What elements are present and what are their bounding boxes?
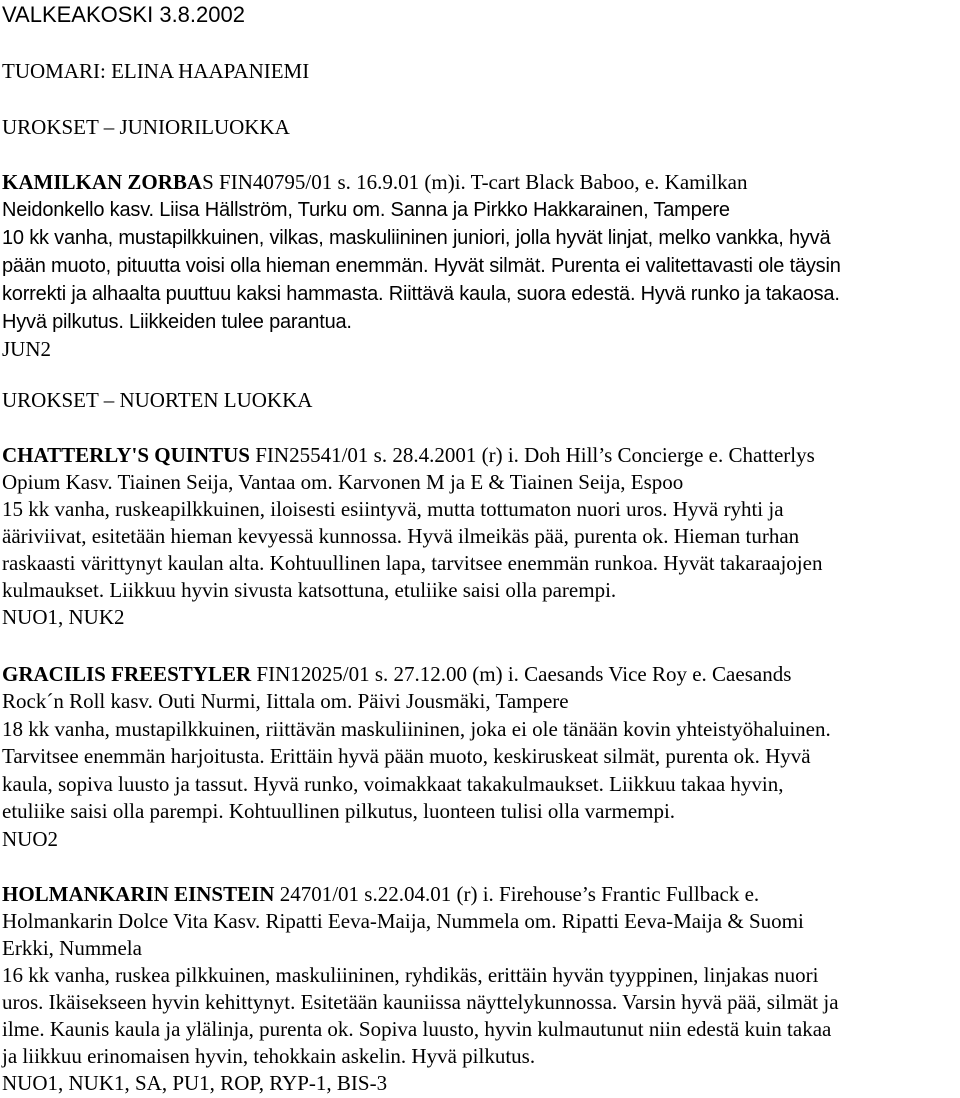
entry-header-line-2: Opium Kasv. Tiainen Seija, Vantaa om. Karvonen M ja E & Tiainen Seija, Espoo (2, 470, 684, 494)
critique-line: kaula, sopiva luusto ja tassut. Hyvä runko, voimakkaat takakulmaukset. Liikkuu takaa hyvin, (2, 772, 784, 796)
dog-name: HOLMANKARIN EINSTEIN (2, 882, 275, 906)
entry-header-line-2: Holmankarin Dolce Vita Kasv. Ripatti Eeva-Maija, Nummela om. Ripatti Eeva-Maija & Suomi (2, 909, 804, 933)
critique-line: raskaasti värittynyt kaulan alta. Kohtuullinen lapa, tarvitsee enemmän runkoa. Hyvät takaraajojen (2, 551, 823, 575)
entry-header-line-1 (2, 661, 791, 687)
critique-line: 18 kk vanha, mustapilkkuinen, riittävän maskuliininen, joka ei ole tänään kovin yhteistyöhaluinen. (2, 717, 831, 741)
result: NUO1, NUK1, SA, PU1, ROP, RYP-1, BIS-3 (2, 1071, 388, 1095)
entry-header-line-1 (2, 881, 759, 907)
critique-line: uros. Ikäisekseen hyvin kehittynyt. Esitetään kauniissa näyttelykunnossa. Varsin hyvä pää, silmät ja (2, 990, 839, 1014)
entry-header-line-2: Rock´n Roll kasv. Outi Nurmi, Iittala om. Päivi Jousmäki, Tampere (2, 689, 569, 713)
critique-line: ja liikkuu erinomaisen hyvin, tehokkain askelin. Hyvä pilkutus. (2, 1044, 536, 1068)
entry-details: FIN12025/01 s. 27.12.00 (m) i. Caesands Vice Roy e. Caesands (251, 662, 792, 686)
entry-header-line-1 (2, 169, 747, 195)
critique-line: ääriviivat, esitetään hieman kevyessä kunnossa. Hyvä ilmeikäs pää, purenta ok. Hieman turhan (2, 524, 800, 548)
critique-line: pään muoto, pituutta voisi olla hieman enemmän. Hyvät silmät. Purenta ei valitettavasti ole täysin (2, 255, 841, 277)
entry-header-line-3: Erkki, Nummela (2, 936, 142, 960)
critique-line: ilme. Kaunis kaula ja ylälinja, purenta ok. Sopiva luusto, hyvin kulmautunut niin edestä kuin takaa (2, 1017, 832, 1041)
entry-details: 24701/01 s.22.04.01 (r) i. Firehouse’s Frantic Fullback e. (274, 882, 760, 906)
entry-header-line-2: Neidonkello kasv. Liisa Hällström, Turku om. Sanna ja Pirkko Hakkarainen, Tampere (2, 199, 730, 221)
critique-line: 15 kk vanha, ruskeapilkkuinen, iloisesti esiintyvä, mutta tottumaton nuori uros. Hyvä ryhti ja (2, 497, 784, 521)
result: NUO1, NUK2 (2, 605, 125, 629)
critique-line: kulmaukset. Liikkuu hyvin sivusta katsottuna, etuliike saisi olla parempi. (2, 578, 617, 602)
dog-name-tail: S (202, 170, 214, 194)
judge-name: TUOMARI: ELINA HAAPANIEMI (2, 59, 310, 83)
critique-line: korrekti ja alhaalta puuttuu kaksi hammasta. Riittävä kaula, suora edestä. Hyvä runko ja takaosa. (2, 283, 840, 305)
entry-details: FIN25541/01 s. 28.4.2001 (r) i. Doh Hill’s Concierge e. Chatterlys (250, 443, 815, 467)
dog-name: GRACILIS FREESTYLER (2, 662, 252, 686)
entry-details: FIN40795/01 s. 16.9.01 (m)i. T-cart Black Baboo, e. Kamilkan (213, 170, 748, 194)
critique-line: 10 kk vanha, mustapilkkuinen, vilkas, maskuliininen juniori, jolla hyvät linjat, melko vankka, hyvä (2, 227, 831, 249)
dog-name: KAMILKAN ZORBA (2, 170, 203, 194)
result: JUN2 (2, 337, 52, 361)
critique-line: Hyvä pilkutus. Liikkeiden tulee parantua. (2, 311, 352, 333)
result: NUO2 (2, 827, 58, 851)
section-title-junior: UROKSET – JUNIORILUOKKA (2, 115, 290, 139)
critique-line: 16 kk vanha, ruskea pilkkuinen, maskuliininen, ryhdikäs, erittäin hyvän tyyppinen, linjakas nuori (2, 963, 819, 987)
critique-line: Tarvitsee enemmän harjoitusta. Erittäin hyvä pään muoto, keskiruskeat silmät, purenta ok. Hyvä (2, 744, 811, 768)
section-title-youth: UROKSET – NUORTEN LUOKKA (2, 388, 313, 412)
entry-header-line-1 (2, 442, 815, 468)
place-date: VALKEAKOSKI 3.8.2002 (2, 2, 245, 27)
dog-name: CHATTERLY'S QUINTUS (2, 443, 250, 467)
critique-line: etuliike saisi olla parempi. Kohtuullinen pilkutus, luonteen tulisi olla varmempi. (2, 799, 676, 823)
